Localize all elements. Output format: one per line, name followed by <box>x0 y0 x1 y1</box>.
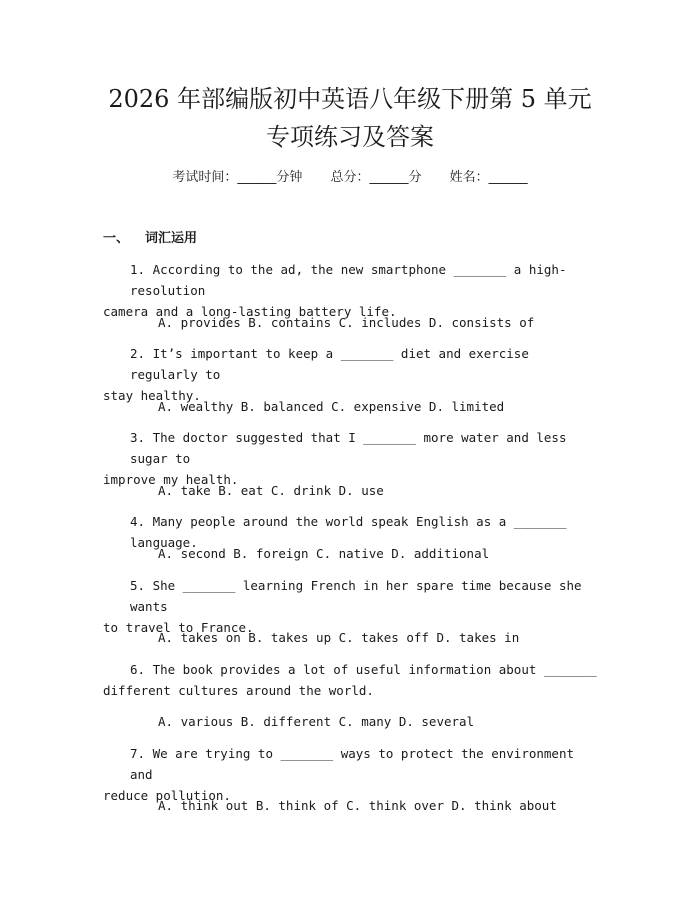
question-text-line1: 4. Many people around the world speak English as a _______ language. <box>130 514 567 550</box>
question-7-options: A. think out B. think of C. think over D. think about <box>158 798 557 813</box>
exam-student-name: 姓名：______ <box>449 170 528 185</box>
exam-total-score: 总分：______分 <box>330 170 422 185</box>
question-3-options: A. take B. eat C. drink D. use <box>158 483 384 498</box>
exam-info <box>0 168 700 188</box>
question-6-options: A. various B. different C. many D. several <box>158 714 475 729</box>
document-title-line1: 2026 年部编版初中英语八年级下册第 5 单元 <box>108 85 592 113</box>
section-title: 词汇运用 <box>145 231 198 246</box>
question-text-line2: reduce pollution. <box>103 788 231 803</box>
question-text-line2: improve my health. <box>103 472 239 487</box>
question-text-line1: 6. The book provides a lot of useful information about _______ <box>130 662 597 677</box>
exam-time: 考试时间：______分钟 <box>172 170 303 185</box>
question-text-line1: 1. According to the ad, the new smartphone _______ a high-resolution <box>130 262 567 298</box>
section-number: 一、 <box>103 231 130 246</box>
question-text-line1: 7. We are trying to _______ ways to protect the environment and <box>130 746 575 782</box>
question-text-line2: different cultures around the world. <box>103 683 374 698</box>
question-5-options: A. takes on B. takes up C. takes off D. takes in <box>158 630 520 645</box>
question-6 <box>103 659 600 701</box>
question-text-line1: 3. The doctor suggested that I _______ more water and less sugar to <box>130 430 567 466</box>
question-4-options: A. second B. foreign C. native D. additional <box>158 546 490 561</box>
question-text-line1: 2. It’s important to keep a _______ diet and exercise regularly to <box>130 346 529 382</box>
question-text-line2: camera and a long-lasting battery life. <box>103 304 397 319</box>
question-1-options: A. provides B. contains C. includes D. consists of <box>158 315 535 330</box>
question-text-line2: to travel to France. <box>103 620 254 635</box>
document-title-line2: 专项练习及答案 <box>266 123 434 151</box>
question-2-options: A. wealthy B. balanced C. expensive D. limited <box>158 399 505 414</box>
question-text-line1: 5. She _______ learning French in her spare time because she wants <box>130 578 582 614</box>
section-heading <box>103 229 197 249</box>
question-text-line2: stay healthy. <box>103 388 201 403</box>
